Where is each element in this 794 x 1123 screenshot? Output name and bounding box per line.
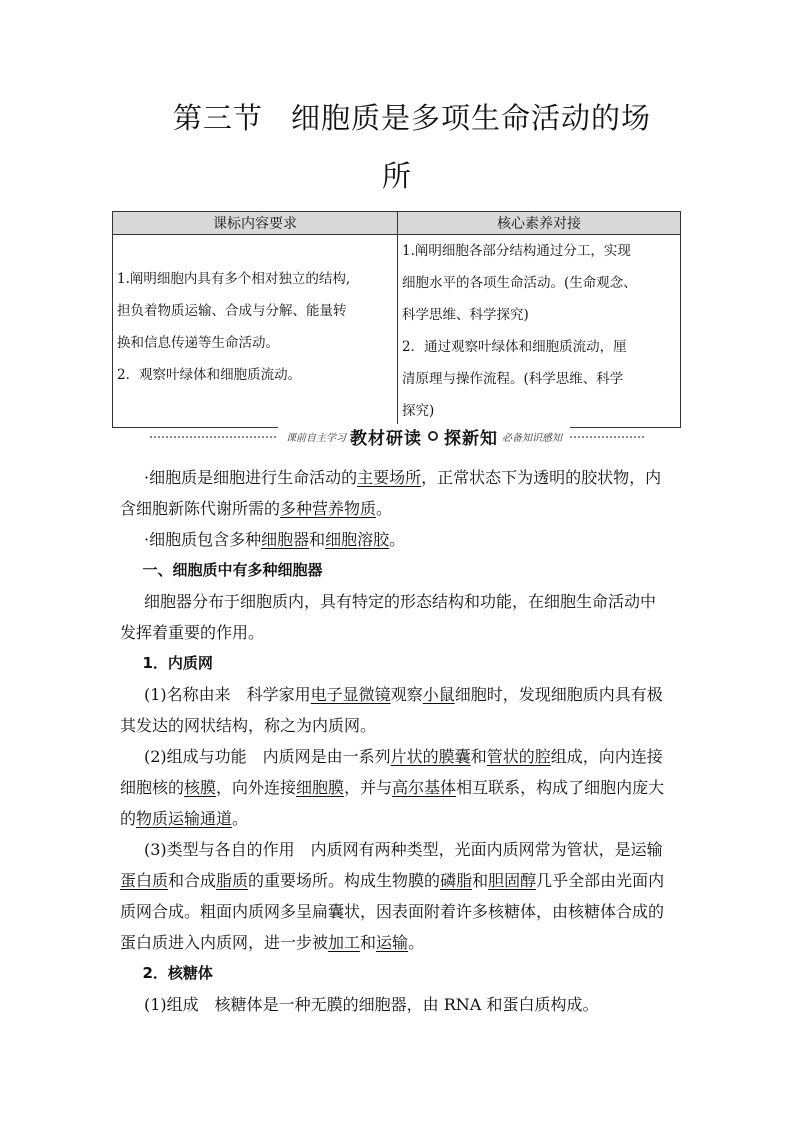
text: ，并与 xyxy=(344,778,393,797)
text: ，正常状态下为透明的胶状物，内 xyxy=(421,468,662,487)
text: 和 xyxy=(309,530,326,549)
table-header-right: 核心素养对接 xyxy=(398,212,681,235)
key-term: 加工 xyxy=(328,933,361,952)
text: 。 xyxy=(376,499,393,518)
key-term: 小鼠 xyxy=(422,685,455,704)
paragraph xyxy=(120,462,680,493)
key-term: 核膜 xyxy=(184,778,217,797)
text: ，向外连接 xyxy=(216,778,297,797)
key-term: 电子显微镜 xyxy=(310,685,391,704)
paragraph xyxy=(120,679,680,710)
text: 。 xyxy=(408,933,425,952)
text: 和 xyxy=(470,747,487,766)
paragraph xyxy=(120,803,680,834)
section-title-text: 细胞质是多项生命活动的场 xyxy=(291,101,652,135)
section-title xyxy=(0,96,794,137)
table-line: 2．观察叶绿体和细胞质流动。 xyxy=(117,367,302,383)
section-number: 第三节 xyxy=(172,101,263,135)
key-term: 物质运输通道 xyxy=(136,809,233,828)
banner-title-a: 教材研读 xyxy=(350,428,422,449)
paragraph xyxy=(120,927,680,958)
key-term: 片状的膜囊 xyxy=(390,747,471,766)
key-term: 管状的腔 xyxy=(486,747,551,766)
table-line: 探究) xyxy=(402,403,435,419)
paragraph xyxy=(120,741,680,772)
key-term: 蛋白质 xyxy=(120,871,169,890)
text: 的 xyxy=(120,809,137,828)
paragraph xyxy=(120,865,680,896)
text: (2)组成与功能 内质网是由一系列 xyxy=(144,747,391,766)
paragraph xyxy=(120,524,680,555)
key-term: 主要场所 xyxy=(357,468,422,487)
table-header-left: 课标内容要求 xyxy=(113,212,398,235)
text: 相互联系，构成了细胞内庞大 xyxy=(456,778,665,797)
paragraph: 质网合成。粗面内质网多呈扁囊状，因表面附着许多核糖体，由核糖体合成的 xyxy=(120,902,665,921)
key-term: 细胞溶胶 xyxy=(325,530,390,549)
key-term: 细胞膜 xyxy=(296,778,345,797)
table-line: 2．通过观察叶绿体和细胞质流动，厘 xyxy=(402,339,627,355)
key-term: 胆固醇 xyxy=(488,871,537,890)
key-term: 多种营养物质 xyxy=(280,499,377,518)
key-term: 脂质 xyxy=(216,871,249,890)
paragraph: (3)类型与各自的作用 内质网有两种类型，光面内质网常为管状，是运输 xyxy=(144,840,663,859)
table-line: 1.阐明细胞各部分结构通过分工，实现 xyxy=(402,243,631,259)
text: 细胞时，发现细胞质内具有极 xyxy=(454,685,663,704)
paragraph xyxy=(120,772,680,803)
text: 蛋白质进入内质网，进一步被 xyxy=(120,933,329,952)
key-term: 运输 xyxy=(376,933,409,952)
paragraph: 发挥着重要的作用。 xyxy=(120,623,265,642)
text: ·细胞质包含多种 xyxy=(144,530,262,549)
section-banner xyxy=(150,424,644,450)
body-text xyxy=(120,462,680,1020)
table-line: 1.阐明细胞内具有多个相对独立的结构, xyxy=(117,271,351,287)
paragraph: 细胞器分布于细胞质内，具有特定的形态结构和功能，在细胞生命活动中 xyxy=(144,592,657,611)
subheading: 一、细胞质中有多种细胞器 xyxy=(142,561,323,579)
text: 和 xyxy=(360,933,377,952)
curriculum-requirements-cell xyxy=(113,235,398,428)
text: 观察 xyxy=(390,685,423,704)
text: 。 xyxy=(389,530,406,549)
text: 的重要场所。构成生物膜的 xyxy=(248,871,441,890)
table-line: 换和信息传递等生命活动。 xyxy=(117,335,279,351)
text: 和 xyxy=(472,871,489,890)
subheading: 2．核糖体 xyxy=(142,964,213,982)
table-line: 科学思维、科学探究) xyxy=(402,307,529,323)
key-term: 磷脂 xyxy=(440,871,473,890)
paragraph: (1)组成 核糖体是一种无膜的细胞器，由 RNA 和蛋白质构成。 xyxy=(144,995,599,1014)
standards-table xyxy=(112,211,681,428)
text: ·细胞质是细胞进行生命活动的 xyxy=(144,468,358,487)
table-line: 担负着物质运输、合成与分解、能量转 xyxy=(117,303,347,319)
table-line: 清原理与操作流程。(科学思维、科学 xyxy=(402,371,624,387)
banner-title-b: 探新知 xyxy=(444,428,498,449)
key-term: 高尔基体 xyxy=(392,778,457,797)
text: 含细胞新陈代谢所需的 xyxy=(120,499,281,518)
banner-badge-icon: ● xyxy=(429,431,437,440)
banner-left-caption: 课前自主学习 xyxy=(286,432,346,444)
paragraph xyxy=(120,493,680,524)
text: 几乎全部由光面内 xyxy=(536,871,665,890)
banner-label xyxy=(278,424,570,448)
subheading: 1．内质网 xyxy=(142,654,213,672)
text: 和合成 xyxy=(168,871,217,890)
key-term: 细胞器 xyxy=(261,530,310,549)
banner-right-caption: 必备知识感知 xyxy=(502,432,562,444)
paragraph: 其发达的网状结构，称之为内质网。 xyxy=(120,716,377,735)
table-line: 细胞水平的各项生命活动。(生命观念、 xyxy=(402,275,637,291)
section-title-continued: 所 xyxy=(381,159,412,193)
text: (1)名称由来 科学家用 xyxy=(144,685,311,704)
text: 组成，向内连接 xyxy=(550,747,663,766)
text: 细胞核的 xyxy=(120,778,185,797)
core-literacy-cell xyxy=(398,235,681,428)
text: 。 xyxy=(232,809,249,828)
